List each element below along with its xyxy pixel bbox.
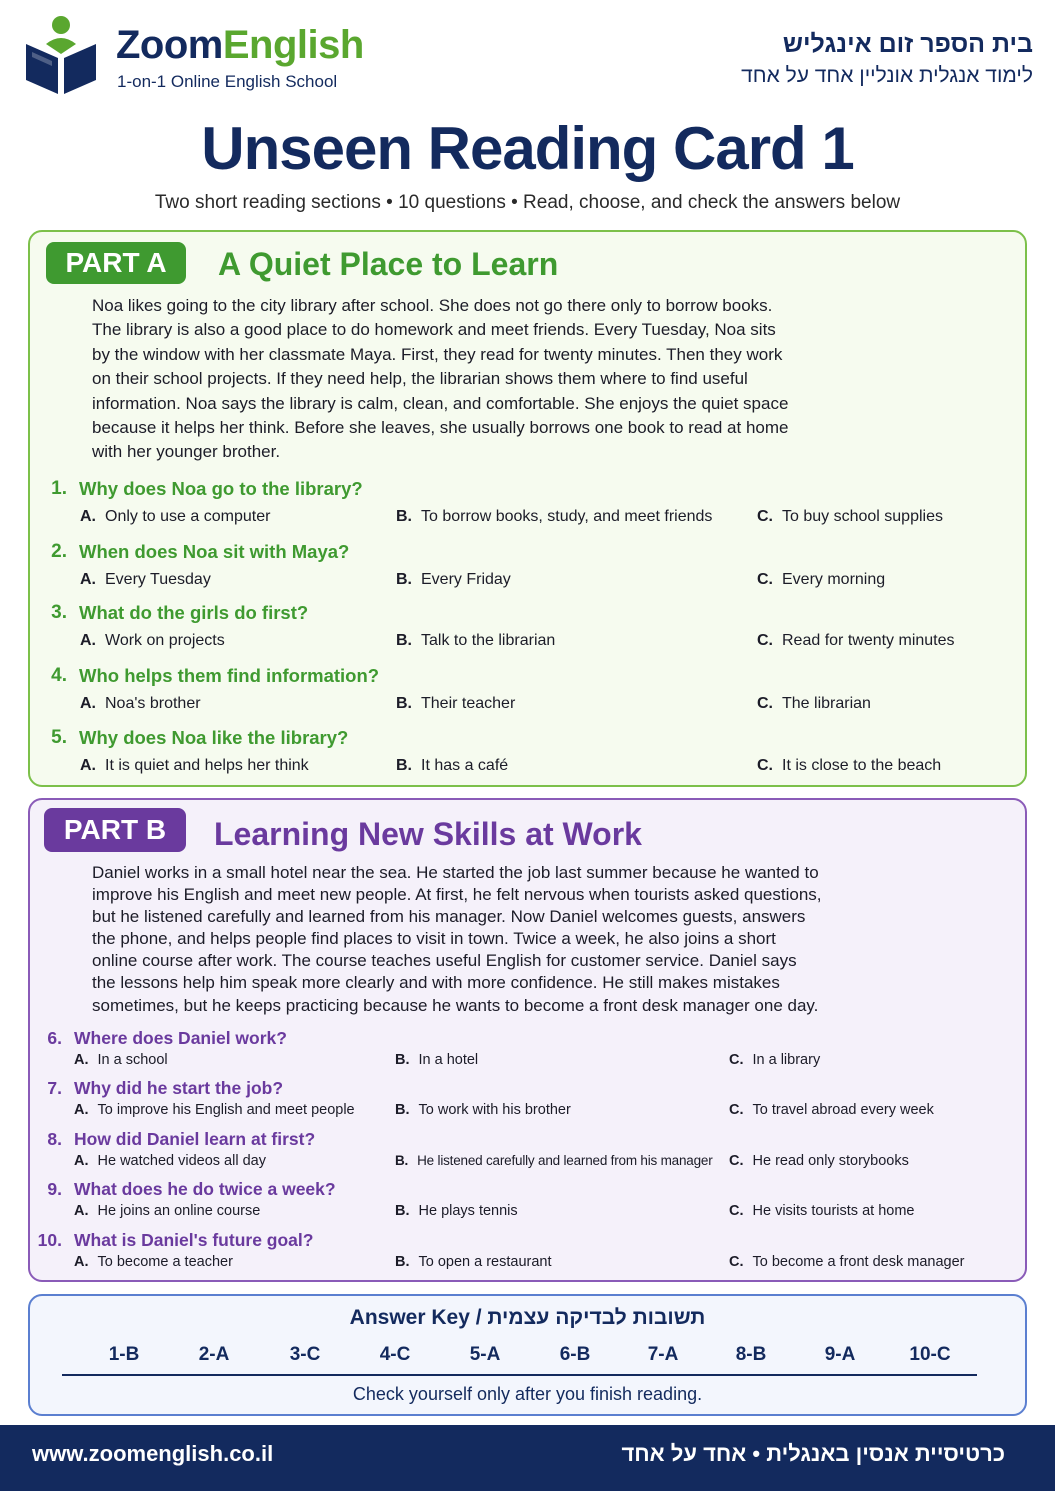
option-b[interactable]: B. To borrow books, study, and meet friends	[396, 508, 713, 525]
option-c[interactable]: C. The librarian	[757, 695, 871, 712]
passage-line: sometimes, but he keeps practicing because he wants to become a front desk manager one day.	[92, 995, 819, 1015]
answer-item: 2-A	[198, 1344, 230, 1365]
option-b[interactable]: B. He listened carefully and learned from his manager	[395, 1153, 713, 1168]
part-b-section	[28, 798, 1027, 1282]
answer-item: 5-A	[469, 1344, 501, 1365]
part-a-badge: PART A	[46, 242, 186, 284]
option-c[interactable]: C. To become a front desk manager	[729, 1254, 965, 1270]
hebrew-school-tagline: לימוד אנגלית אונליין אחד על אחד	[741, 64, 1033, 87]
part-a-passage	[92, 294, 892, 465]
option-c[interactable]: C. To buy school supplies	[757, 508, 943, 525]
answer-item: 4-C	[379, 1344, 411, 1365]
option-b[interactable]: B. Talk to the librarian	[396, 632, 556, 649]
zoom-english-logo-icon	[24, 14, 96, 94]
passage-line: the lessons help him speak more clearly and with more confidence. He still makes mistakes	[92, 973, 780, 993]
answer-item: 6-B	[559, 1344, 591, 1365]
option-c[interactable]: C. Every morning	[757, 571, 886, 588]
hebrew-school-name: בית הספר זום אינגליש	[782, 30, 1033, 58]
option-c[interactable]: C. To travel abroad every week	[729, 1102, 934, 1118]
answer-key-note: Check yourself only after you finish reading.	[352, 1384, 703, 1404]
passage-line: online course after work. The course teaches useful English for customer service. Daniel says	[92, 951, 797, 971]
question-number: 7.	[47, 1078, 62, 1098]
option-c[interactable]: C. He read only storybooks	[729, 1153, 909, 1169]
footer-url-link[interactable]: www.zoomenglish.co.il	[32, 1441, 274, 1466]
option-a[interactable]: A. Only to use a computer	[80, 508, 271, 525]
question-number: 3.	[51, 602, 67, 623]
passage-line: information. Noa says the library is calm, clean, and comfortable. She enjoys the quiet space	[92, 393, 789, 413]
passage-line: by the window with her classmate Maya. First, they read for twenty minutes. Then they work	[92, 344, 783, 364]
question-number: 2.	[51, 541, 67, 562]
option-b[interactable]: B. It has a café	[396, 757, 509, 774]
option-a[interactable]: A. To become a teacher	[74, 1254, 233, 1270]
part-b-title: Learning New Skills at Work	[214, 816, 642, 852]
passage-line: Daniel works in a small hotel near the sea. He started the job last summer because he wanted to	[92, 863, 819, 882]
option-a[interactable]: A. He watched videos all day	[74, 1153, 266, 1169]
question-number: 5.	[51, 727, 67, 748]
answer-key-title: Answer Key / תשובות לבדיקה עצמית	[349, 1306, 706, 1329]
passage-line: with her younger brother.	[92, 442, 281, 462]
option-a[interactable]: A. Every Tuesday	[80, 571, 211, 588]
option-a[interactable]: A. Work on projects	[80, 632, 225, 649]
option-a[interactable]: A. To improve his English and meet people	[74, 1102, 355, 1118]
option-b[interactable]: B. In a hotel	[395, 1052, 479, 1068]
option-b[interactable]: B. He plays tennis	[395, 1203, 518, 1219]
passage-line: the phone, and helps people find places to visit in town. Twice a week, he also joins a short	[92, 929, 776, 949]
answer-item: 10-C	[909, 1344, 951, 1365]
passage-line: Noa likes going to the city library after school. She does not go there only to borrow books.	[92, 296, 773, 315]
option-c[interactable]: C. It is close to the beach	[757, 757, 942, 774]
question-number: 8.	[47, 1129, 62, 1149]
passage-line: improve his English and meet new people. At first, he felt nervous when tourists asked questions,	[92, 885, 822, 905]
footer-bar	[0, 1425, 1055, 1491]
part-b-badge: PART B	[44, 808, 186, 852]
answer-item: 8-B	[735, 1344, 767, 1365]
question-text: Why did he start the job?	[74, 1078, 284, 1098]
divider	[62, 1374, 977, 1376]
question-number: 10.	[37, 1230, 62, 1250]
question-text: What does he do twice a week?	[74, 1179, 336, 1199]
question-text: What is Daniel's future goal?	[74, 1230, 314, 1250]
option-c[interactable]: C. In a library	[729, 1052, 821, 1068]
page-subtitle: Two short reading sections • 10 questions • Read, choose, and check the answers below	[154, 192, 901, 213]
option-a[interactable]: A. It is quiet and helps her think	[80, 757, 309, 774]
question-text: Why does Noa like the library?	[79, 727, 349, 748]
option-a[interactable]: A. In a school	[74, 1052, 168, 1068]
option-c[interactable]: C. Read for twenty minutes	[757, 632, 955, 649]
option-b[interactable]: B. To work with his brother	[395, 1102, 571, 1118]
answer-item: 7-A	[647, 1344, 679, 1365]
answer-item: 1-B	[108, 1344, 140, 1365]
answer-item: 9-A	[824, 1344, 856, 1365]
question-text: Where does Daniel work?	[74, 1028, 287, 1048]
answer-key-box	[28, 1294, 1027, 1416]
question-text: What do the girls do first?	[79, 602, 309, 623]
answer-item: 3-C	[289, 1344, 321, 1365]
option-a[interactable]: A. He joins an online course	[74, 1203, 261, 1219]
passage-line: The library is also a good place to do homework and meet friends. Every Tuesday, Noa sits	[92, 320, 776, 340]
question-text: Why does Noa go to the library?	[79, 478, 363, 499]
brand-name: ZoomEnglish	[116, 23, 364, 67]
option-b[interactable]: B. To open a restaurant	[395, 1254, 552, 1270]
part-a-section	[28, 230, 1027, 787]
question-text: When does Noa sit with Maya?	[79, 541, 350, 562]
question-text: Who helps them find information?	[79, 665, 380, 686]
question-number: 9.	[47, 1179, 62, 1199]
passage-line: because it helps her think. Before she leaves, she usually borrows one book to read at home	[92, 418, 789, 438]
part-a-title: A Quiet Place to Learn	[218, 246, 559, 282]
question-number: 4.	[51, 665, 67, 686]
question-number: 1.	[51, 478, 67, 499]
question-number: 6.	[47, 1028, 62, 1048]
page-title: Unseen Reading Card 1	[201, 115, 854, 182]
part-b-passage	[92, 862, 872, 1017]
option-c[interactable]: C. He visits tourists at home	[729, 1203, 915, 1219]
passage-line: but he listened carefully and learned from his manager. Now Daniel welcomes guests, answers	[92, 907, 806, 927]
passage-line: on their school projects. If they need help, the librarian shows them where to find useful	[92, 369, 748, 389]
option-a[interactable]: A. Noa's brother	[80, 695, 201, 712]
question-text: How did Daniel learn at first?	[74, 1129, 316, 1149]
option-b[interactable]: B. Every Friday	[396, 571, 511, 588]
footer-hebrew-text: כרטיסיית אנסין באנגלית • אחד על אחד	[621, 1441, 1005, 1466]
option-b[interactable]: B. Their teacher	[396, 695, 516, 712]
brand-tagline: 1-on-1 Online English School	[117, 72, 338, 91]
